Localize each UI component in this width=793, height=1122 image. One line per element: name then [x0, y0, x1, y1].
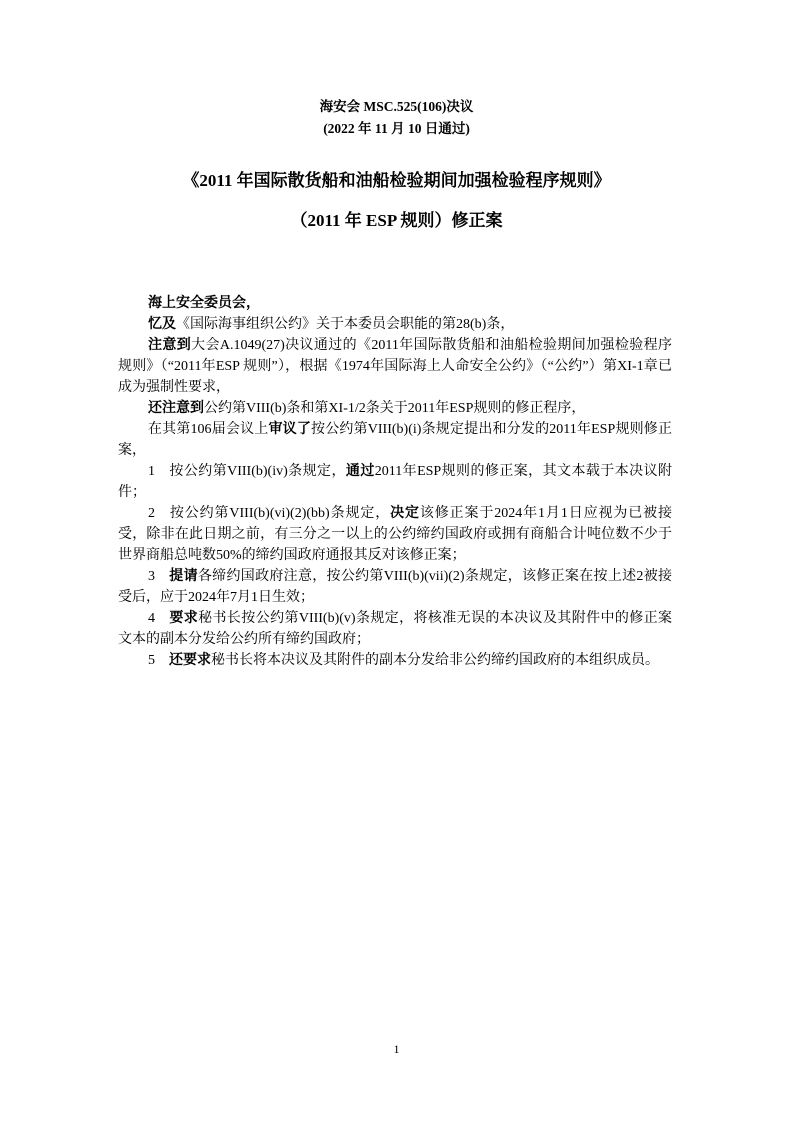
operative-verb: 审议了 [268, 422, 312, 437]
operative-verb: 注意到 [148, 338, 192, 353]
paragraph-text: 各缔约国政府注意，按公约第VIII(b)(vii)(2)条规定，该修正案在按上述2被接受后，应于2024年7月1日生效； [118, 569, 672, 605]
preamble-considered [118, 419, 672, 461]
paragraph-text: 《国际海事组织公约》关于本委员会职能的第28(b)条， [176, 317, 515, 332]
paragraph-text: 秘书长将本决议及其附件的副本分发给非公约缔约国政府的本组织成员。 [211, 653, 659, 668]
operative-verb: 提请 [169, 569, 198, 584]
item-number: 4 [148, 611, 155, 626]
operative-verb: 还注意到 [148, 401, 204, 416]
item-number: 3 [148, 569, 155, 584]
committee-name: 海上安全委员会， [148, 296, 260, 311]
paragraph-text: 按公约第VIII(b)(i)条规定提出和分发的2011年ESP规则修正案， [118, 422, 672, 458]
preamble-noting [118, 335, 672, 398]
paragraph-text: 大会A.1049(27)决议通过的《2011年国际散货船和油船检验期间加强检验程序规则》（“2011年ESP 规则”），根据《1974年国际海上人命安全公约》（“公约”）第XI-1章已成为强制性要求， [118, 338, 672, 395]
adoption-date: (2022 年 11 月 10 日通过) [323, 121, 470, 136]
preamble-committee [118, 293, 672, 314]
preamble-recalling [118, 314, 672, 335]
paragraph-text: 公约第VIII(b)条和第XI-1/2条关于2011年ESP规则的修正程序， [204, 401, 586, 416]
document-title-line-1: 《2011 年国际散货船和油船检验期间加强检验程序规则》 [182, 171, 611, 190]
preamble-noting-further [118, 398, 672, 419]
operative-verb: 通过 [345, 464, 375, 479]
paragraph-text: 该修正案于2024年1月1日应视为已被接受，除非在此日期之前，有三分之一以上的公约缔约国政府或拥有商船合计吨位数不少于世界商船总吨数50%的缔约国政府通报其反对该修正案； [118, 506, 672, 563]
document-title-line-2: （2011 年 ESP 规则）修正案 [290, 211, 503, 230]
operative-item-3 [118, 566, 672, 608]
page-number: 1 [393, 1042, 400, 1056]
operative-item-2 [118, 503, 672, 566]
operative-item-1 [118, 461, 672, 503]
operative-verb: 要求 [169, 611, 199, 626]
operative-verb: 忆及 [148, 317, 176, 332]
paragraph-lead: 按公约第VIII(b)(vi)(2)(bb)条规定， [169, 506, 391, 521]
paragraph-text: 2011年ESP规则的修正案，其文本载于本决议附件； [118, 464, 673, 500]
paragraph-text: 秘书长按公约第VIII(b)(v)条规定，将核准无误的本决议及其附件中的修正案文本的副本分发给公约所有缔约国政府； [118, 611, 673, 647]
operative-item-4 [118, 608, 672, 650]
operative-verb: 还要求 [169, 653, 211, 668]
item-number: 1 [148, 464, 155, 479]
resolution-number: 海安会 MSC.525(106)决议 [319, 99, 474, 114]
paragraph-lead: 在其第106届会议上 [148, 422, 269, 437]
operative-item-5 [118, 650, 672, 671]
item-number: 5 [148, 653, 155, 668]
paragraph-lead: 按公约第VIII(b)(iv)条规定， [169, 464, 346, 479]
operative-verb: 决定 [390, 506, 420, 521]
resolution-body [118, 293, 672, 671]
item-number: 2 [148, 506, 155, 521]
